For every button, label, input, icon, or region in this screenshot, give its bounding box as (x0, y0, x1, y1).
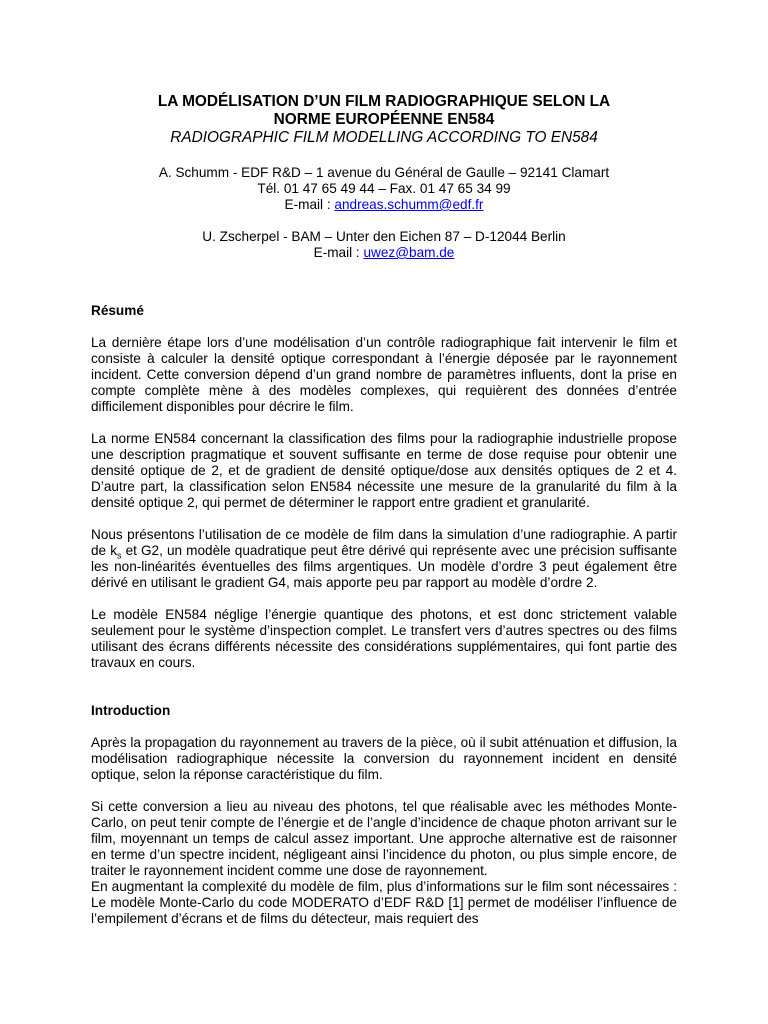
author-2 (91, 229, 677, 261)
title-english: RADIOGRAPHIC FILM MODELLING ACCORDING TO EN584 (170, 129, 598, 146)
intro-paragraph-3: En augmentant la complexité du modèle de film, plus d’informations sur le film sont nécessaires : Le modèle Monte-Carlo du code MODERATO d’EDF R&D [1] permet de modéliser l’influence de l’empilement d’écrans et de films du détecteur, mais requiert des (91, 879, 677, 926)
intro-paragraph-1: Après la propagation du rayonnement au travers de la pièce, où il subit atténuation et diffusion, la modélisation radiographique nécessite la conversion du rayonnement incident en densité optique, selon la réponse caractéristique du film. (91, 735, 677, 782)
author-1-email-link[interactable]: andreas.schumm@edf.fr (334, 197, 484, 212)
resume-p3-text-end: et G2, un modèle quadratique peut être dérivé qui représente avec une précision suffisante les non-linéarités éventuelles des films argentiques. Un modèle d’ordre 3 peut également être dérivé en utilisant le gradient G4, mais apporte peu par rapport au modèle d’ordre 2. (91, 543, 678, 590)
paper-title (91, 93, 677, 147)
author-1-email-line (91, 197, 677, 213)
resume-p3-text-start: Nous présentons l’utilisation de ce modèle de film dans la simulation d’une radiographie. A partir de k (91, 527, 677, 558)
author-1 (91, 165, 677, 213)
resume-paragraph-2: La norme EN584 concernant la classification des films pour la radiographie industrielle propose une description pragmatique et souvent suffisante en terme de dose requise pour obtenir une densité optique de 2, et de gradient de densité optique/dose aux densités optiques de 2 et 4. D’autre part, la classification selon EN584 nécessite une mesure de la granularité du film à la densité optique 2, qui permet de déterminer le rapport entre gradient et granularité. (91, 431, 677, 510)
subscript-s: s (117, 550, 122, 561)
author-2-email-link[interactable]: uwez@bam.de (363, 245, 455, 260)
email-label: E-mail : (313, 245, 364, 260)
introduction-section (91, 735, 677, 927)
author-2-email-line (91, 245, 677, 261)
author-block (91, 165, 677, 261)
author-1-phone-fax: Tél. 01 47 65 49 44 – Fax. 01 47 65 34 99 (257, 181, 511, 196)
resume-paragraph-1: La dernière étape lors d’une modélisation d’un contrôle radiographique fait intervenir le film et consiste à calculer la densité optique correspondant à l’énergie déposée par le rayonnement incident. Cette conversion dépend d’un grand nombre de paramètres influents, dont la prise en compte complète mène à des modèles complexes, qui requièrent des données d’entrée difficilement disponibles pour décrire le film. (91, 335, 677, 414)
author-1-address: A. Schumm - EDF R&D – 1 avenue du Général de Gaulle – 92141 Clamart (158, 165, 610, 180)
email-label: E-mail : (284, 197, 335, 212)
intro-paragraph-2: Si cette conversion a lieu au niveau des photons, tel que réalisable avec les méthodes Monte-Carlo, on peut tenir compte de l’énergie et de l’angle d’incidence de chaque photon arrivant sur le film, moyennant un temps de calcul assez important. Une approche alternative est de raisonner en terme d’un spectre incident, négligeant ainsi l’incidence du photon, ou plus simple encore, de traiter le rayonnement incident comme une dose de rayonnement. (91, 799, 677, 878)
resume-paragraph-3 (91, 527, 677, 591)
resume-section (91, 335, 677, 671)
introduction-heading: Introduction (91, 703, 171, 718)
title-french-line-2: NORME EUROPÉENNE EN584 (273, 111, 495, 128)
title-french-line-1: LA MODÉLISATION D’UN FILM RADIOGRAPHIQUE SELON LA (157, 93, 611, 110)
document-content (91, 93, 677, 927)
author-2-address: U. Zscherpel - BAM – Unter den Eichen 87 – D-12044 Berlin (202, 229, 566, 244)
resume-paragraph-4: Le modèle EN584 néglige l’énergie quantique des photons, et est donc strictement valable seulement pour le système d’inspection complet. Le transfert vers d’autres spectres ou des films utilisant des écrans différents nécessite des considérations supplémentaires, qui font partie des travaux en cours. (91, 607, 677, 670)
resume-heading: Résumé (91, 303, 144, 318)
